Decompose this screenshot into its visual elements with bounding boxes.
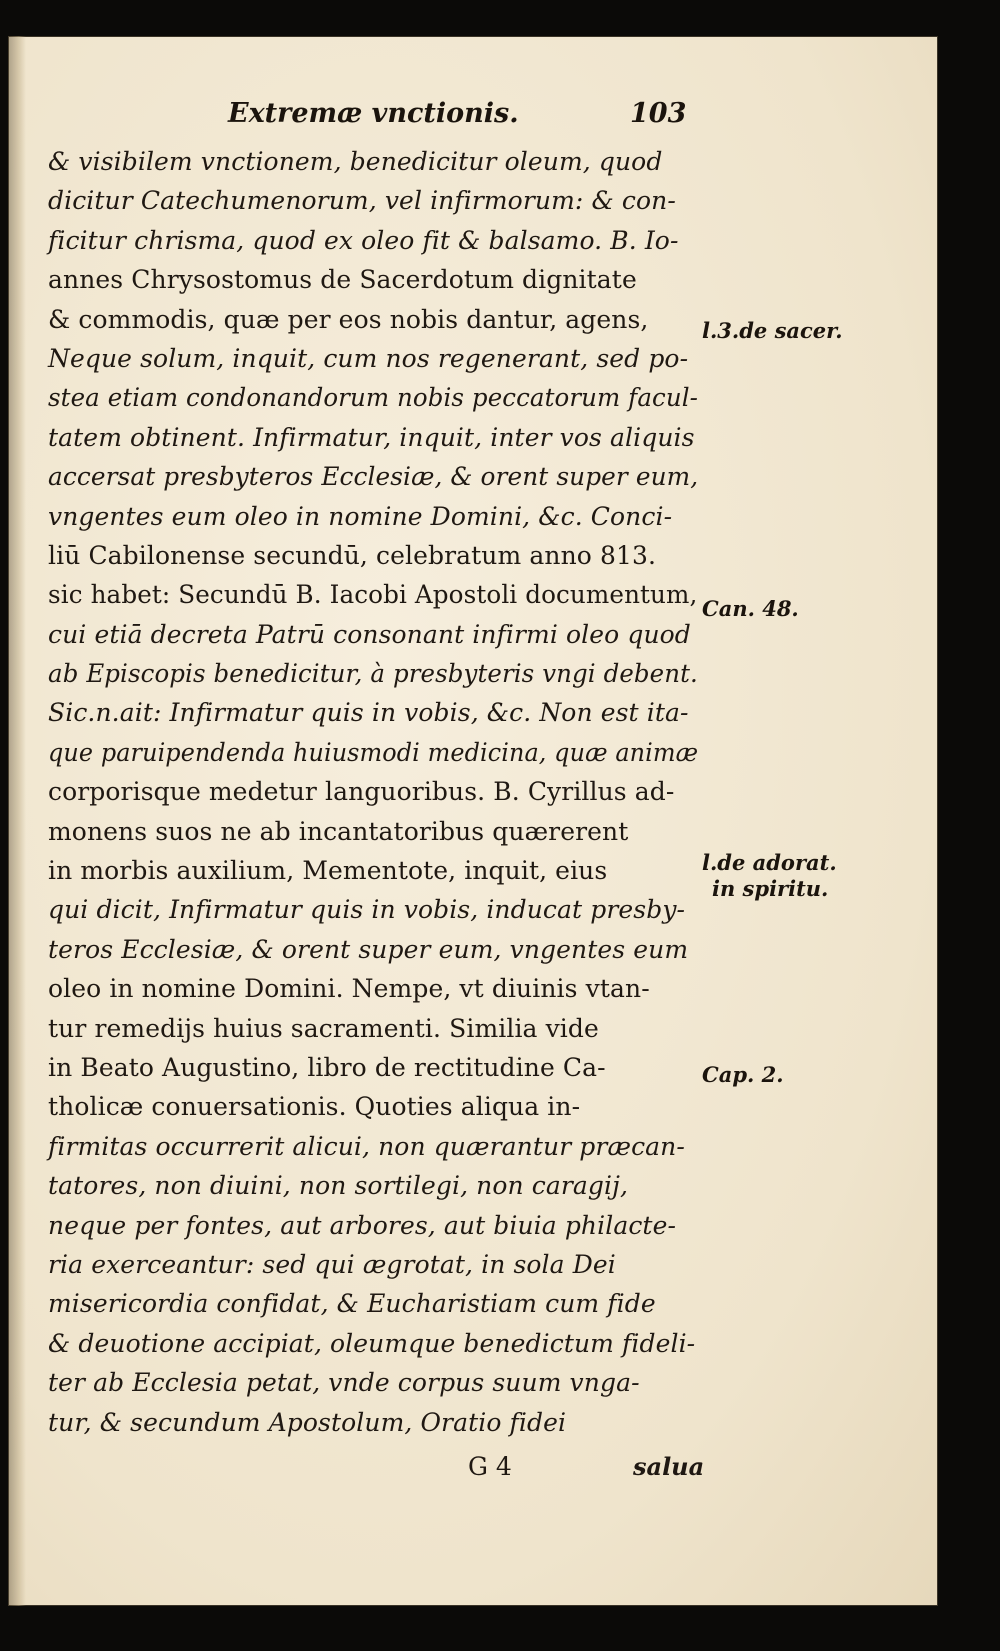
text-line: & commodis, quæ per eos nobis dantur, agens, [48,304,649,334]
text-line: firmitas occurrerit alicui, non quærantur præcan- [48,1131,685,1161]
text-line: in morbis auxilium, Mementote, inquit, eius [48,856,608,886]
page-header [8,98,708,138]
text-line: tur, & secundum Apostolum, Oratio fidei [48,1407,567,1437]
margin-note-capitulum: Cap. 2. [702,1062,784,1087]
text-line: monens suos ne ab incantatoribus quærerent [48,816,629,846]
text-line: tatores, non diuini, non sortilegi, non caragij, [48,1171,629,1201]
text-line: ficitur chrisma, quod ex oleo fit & balsamo. B. Io- [48,225,679,255]
text-line: oleo in nomine Domini. Nempe, vt diuinis vtan- [48,974,650,1004]
text-line: liū Cabilonense secundū, celebratum anno 813. [48,540,657,570]
page-number: 103 [630,98,687,129]
text-line: tatem obtinent. Infirmatur, inquit, inter vos aliquis [48,422,695,452]
margin-note-canon: Can. 48. [702,596,799,621]
margin-note-de-adoratione: l.de adorat. [702,850,837,875]
text-line: tur remedijs huius sacramenti. Similia vide [48,1013,599,1043]
page-footer [48,1452,705,1492]
text-line: & deuotione accipiat, oleumque benedictum fideli- [48,1328,696,1358]
text-line: misericordia confidat, & Eucharistiam cum fide [48,1289,656,1319]
text-line: & visibilem vnctionem, benedicitur oleum, quod [48,147,663,176]
margin-note-de-sacerdotio: l.3.de sacer. [702,318,843,343]
book-page [8,36,938,1606]
text-line: cui etiā decreta Patrū consonant infirmi oleo quod [48,619,691,649]
margin-note-in-spiritu: in spiritu. [712,876,829,901]
signature-mark: G 4 [468,1452,512,1481]
text-line: corporisque medetur languoribus. B. Cyrillus ad- [48,777,675,807]
text-line: ab Episcopis benedicitur, à presbyteris vngi debent. [48,659,698,689]
text-line: teros Ecclesiæ, & orent super eum, vngentes eum [48,934,689,964]
text-line: neque per fontes, aut arbores, aut biuia philacte- [48,1210,677,1240]
running-head: Extremæ vnctionis. [228,98,519,129]
text-line: que paruipendenda huiusmodi medicina, quæ animæ [48,737,699,767]
text-line: dicitur Catechumenorum, vel infirmorum: & con- [48,186,676,216]
text-line: accersat presbyteros Ecclesiæ, & orent super eum, [48,462,699,492]
text-line: Sic.n.ait: Infirmatur quis in vobis, &c. Non est ita- [48,698,689,728]
text-line: in Beato Augustino, libro de rectitudine Ca- [48,1052,606,1082]
text-line: ria exerceantur: sed qui ægrotat, in sola Dei [48,1249,616,1279]
text-line: ter ab Ecclesia petat, vnde corpus suum vnga- [48,1368,640,1398]
main-text-block [48,142,698,1442]
text-line: stea etiam condonandorum nobis peccatorum facul- [48,383,698,413]
text-line: tholicæ conuersationis. Quoties aliqua in- [48,1092,581,1122]
catchword: salua [633,1452,705,1481]
text-line: annes Chrysostomus de Sacerdotum dignitate [48,265,637,295]
text-line: vngentes eum oleo in nomine Domini, &c. Conci- [48,501,673,531]
text-line: Neque solum, inquit, cum nos regenerant, sed po- [48,343,689,373]
text-line: qui dicit, Infirmatur quis in vobis, inducat presby- [48,895,686,925]
text-line: sic habet: Secundū B. Iacobi Apostoli documentum, [48,580,698,610]
